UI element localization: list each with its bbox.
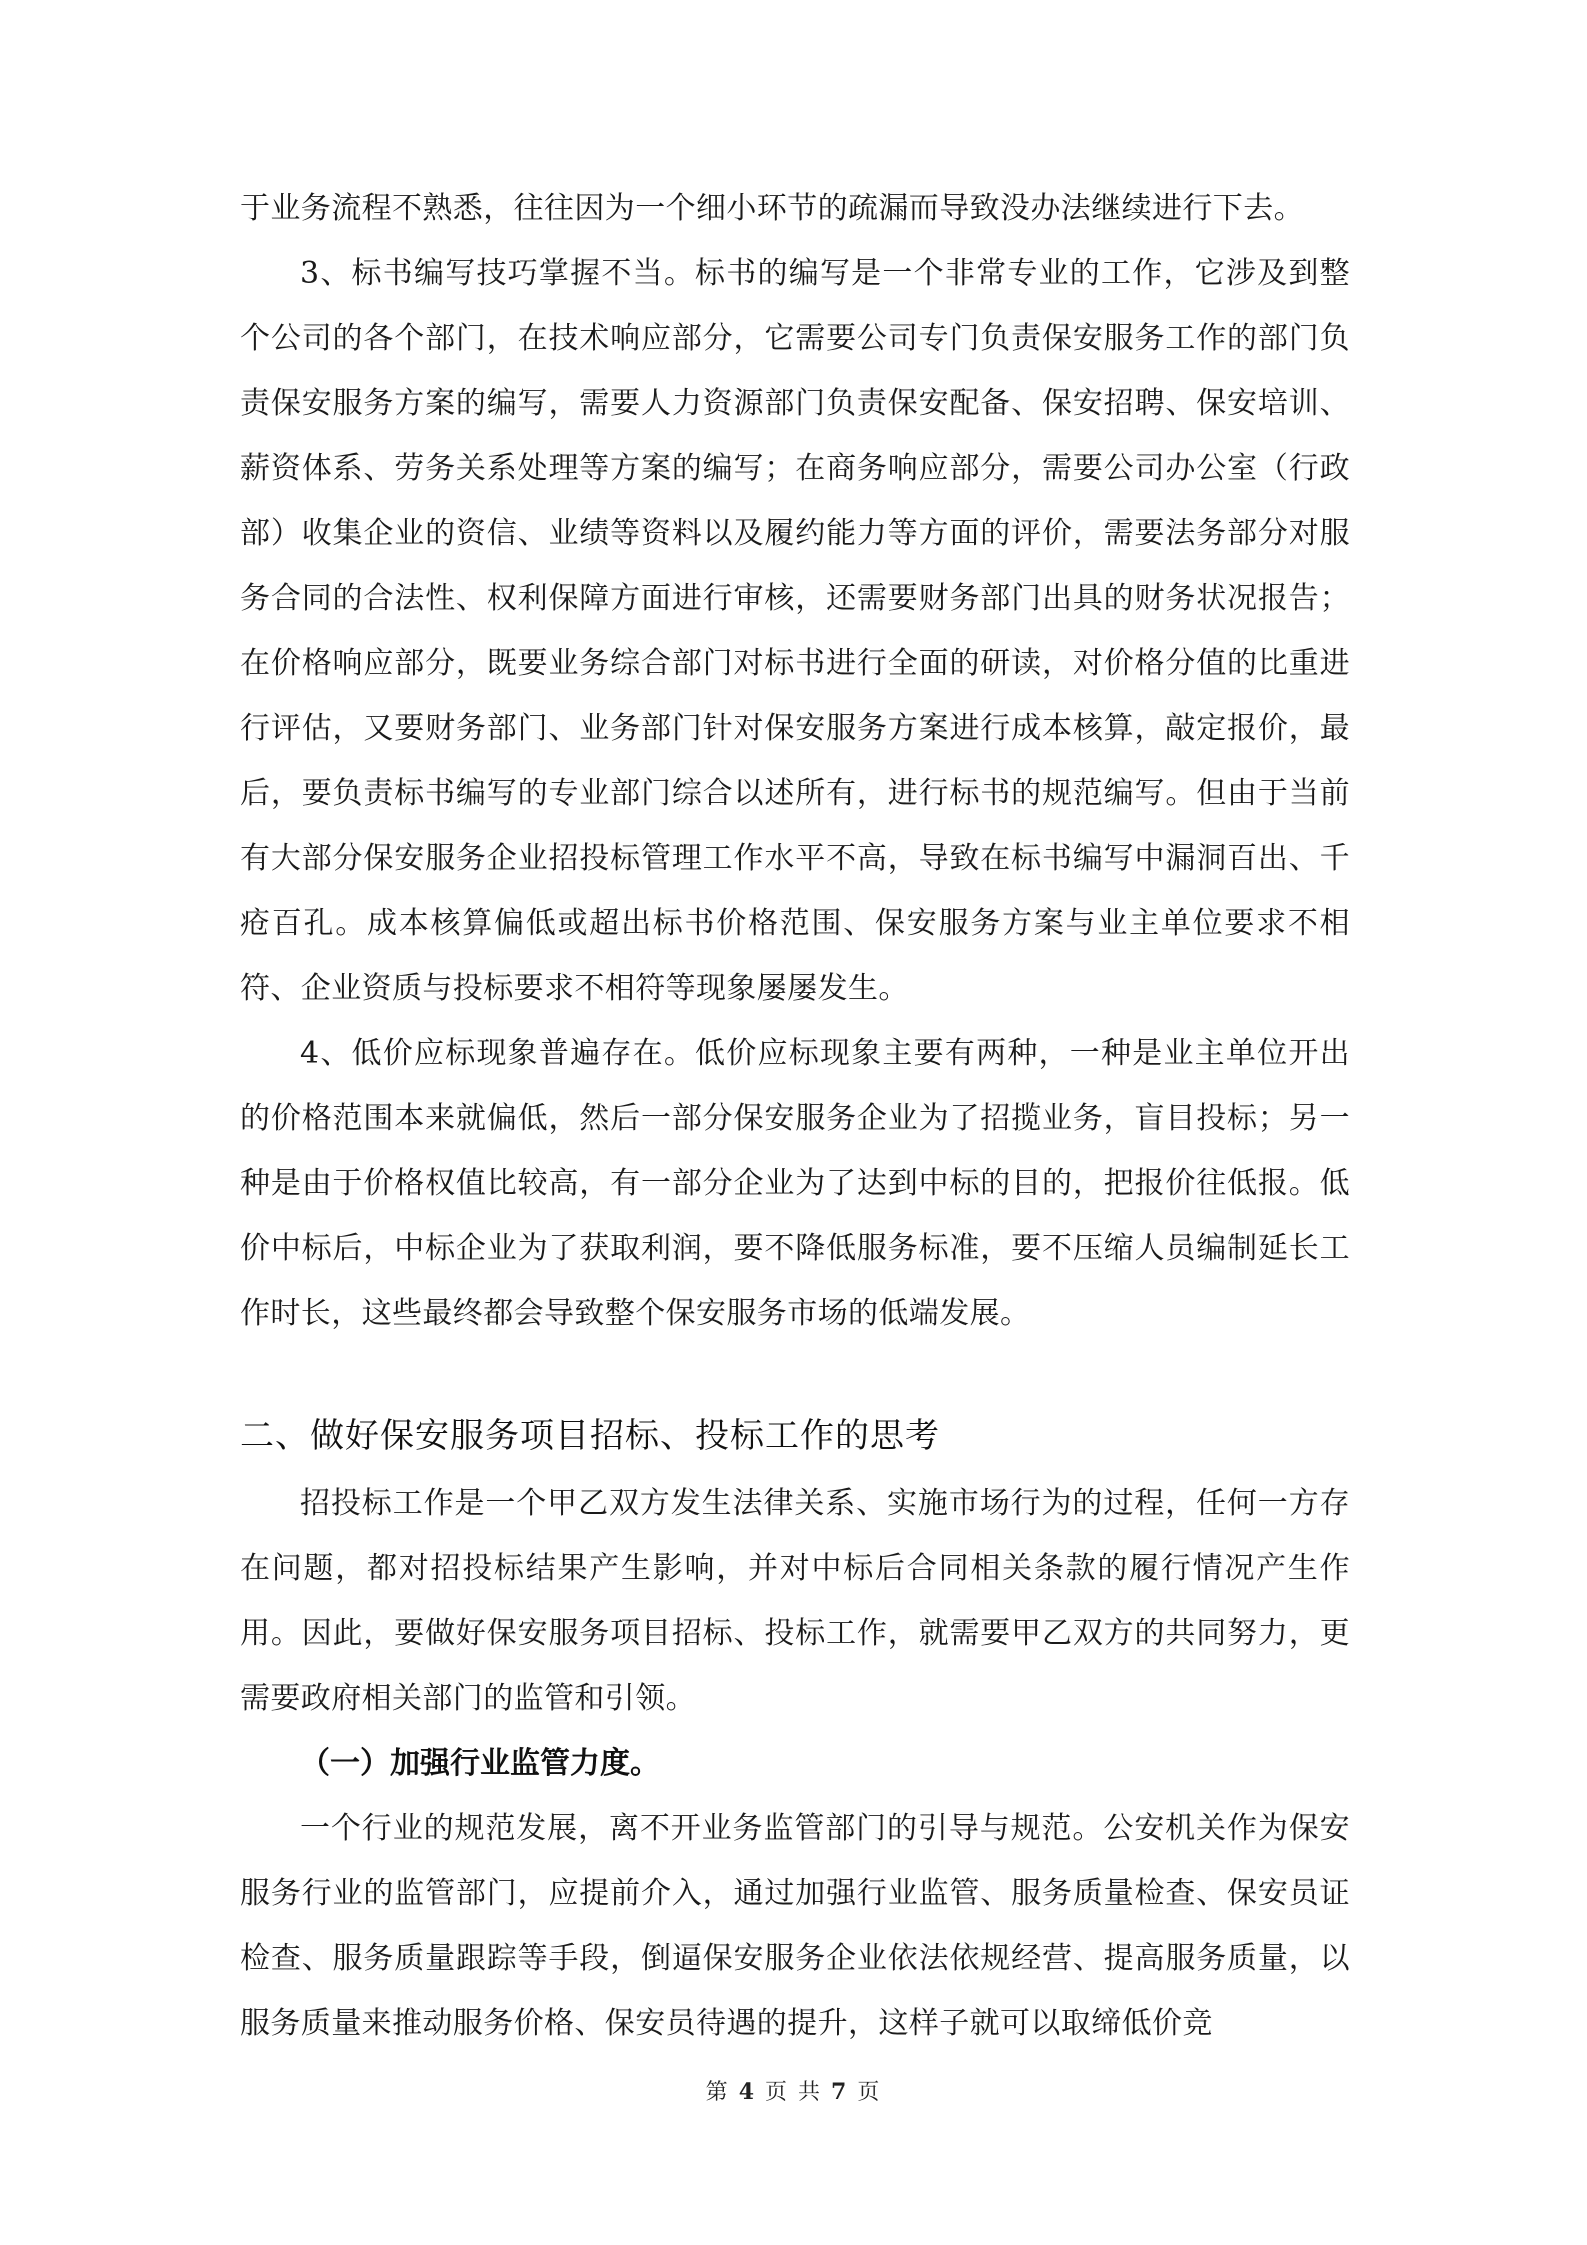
subsection-heading: （一）加强行业监管力度。 [300, 1746, 660, 1781]
current-page-number: 4 [738, 2079, 756, 2105]
footer-middle: 页 共 [765, 2080, 822, 2105]
document-body [240, 176, 1350, 2056]
paragraph-bid-writing: 3、标书编写技巧掌握不当。标书的编写是一个非常专业的工作，它涉及到整个公司的各个部门，在技术响应部分，它需要公司专门负责保安服务工作的部门负责保安服务方案的编写，需要人力资源部门负责保安配备、保安招聘、保安培训、薪资体系、劳务关系处理等方案的编写；在商务响应部分，需要公司办公室（行政部）收集企业的资信、业绩等资料以及履约能力等方面的评价，需要法务部分对服务合同的合法性、权利保障方面进行审核，还需要财务部门出具的财务状况报告；在价格响应部分，既要业务综合部门对标书进行全面的研读，对价格分值的比重进行评估，又要财务部门、业务部门针对保安服务方案进行成本核算，敲定报价，最后，要负责标书编写的专业部门综合以述所有，进行标书的规范编写。但由于当前有大部分保安服务企业招投标管理工作水平不高，导致在标书编写中漏洞百出、千疮百孔。成本核算偏低或超出标书价格范围、保安服务方案与业主单位要求不相符、企业资质与投标要求不相符等现象屡屡发生。 [240, 256, 1350, 1006]
total-page-number: 7 [831, 2079, 849, 2105]
section-heading: 二、做好保安服务项目招标、投标工作的思考 [240, 1416, 940, 1456]
paragraph-low-price-bidding: 4、低价应标现象普遍存在。低价应标现象主要有两种，一种是业主单位开出的价格范围本来就偏低，然后一部分保安服务企业为了招揽业务，盲目投标；另一种是由于价格权值比较高，有一部分企业为了达到中标的目的，把报价往低报。低价中标后，中标企业为了获取利润，要不降低服务标准，要不压缩人员编制延长工作时长，这些最终都会导致整个保安服务市场的低端发展。 [240, 1036, 1350, 1331]
footer-prefix: 第 [705, 2080, 730, 2105]
paragraph-continuation: 于业务流程不熟悉，往往因为一个细小环节的疏漏而导致没办法继续进行下去。 [240, 191, 1304, 226]
page-footer [0, 2075, 1587, 2106]
paragraph-section-intro: 招投标工作是一个甲乙双方发生法律关系、实施市场行为的过程，任何一方存在问题，都对招投标结果产生影响，并对中标后合同相关条款的履行情况产生作用。因此，要做好保安服务项目招标、投标工作，就需要甲乙双方的共同努力，更需要政府相关部门的监管和引领。 [240, 1486, 1350, 1716]
footer-suffix: 页 [857, 2080, 882, 2105]
paragraph-supervision: 一个行业的规范发展，离不开业务监管部门的引导与规范。公安机关作为保安服务行业的监管部门，应提前介入，通过加强行业监管、服务质量检查、保安员证检查、服务质量跟踪等手段，倒逼保安服务企业依法依规经营、提高服务质量，以服务质量来推动服务价格、保安员待遇的提升，这样子就可以取缔低价竞 [240, 1811, 1350, 2041]
